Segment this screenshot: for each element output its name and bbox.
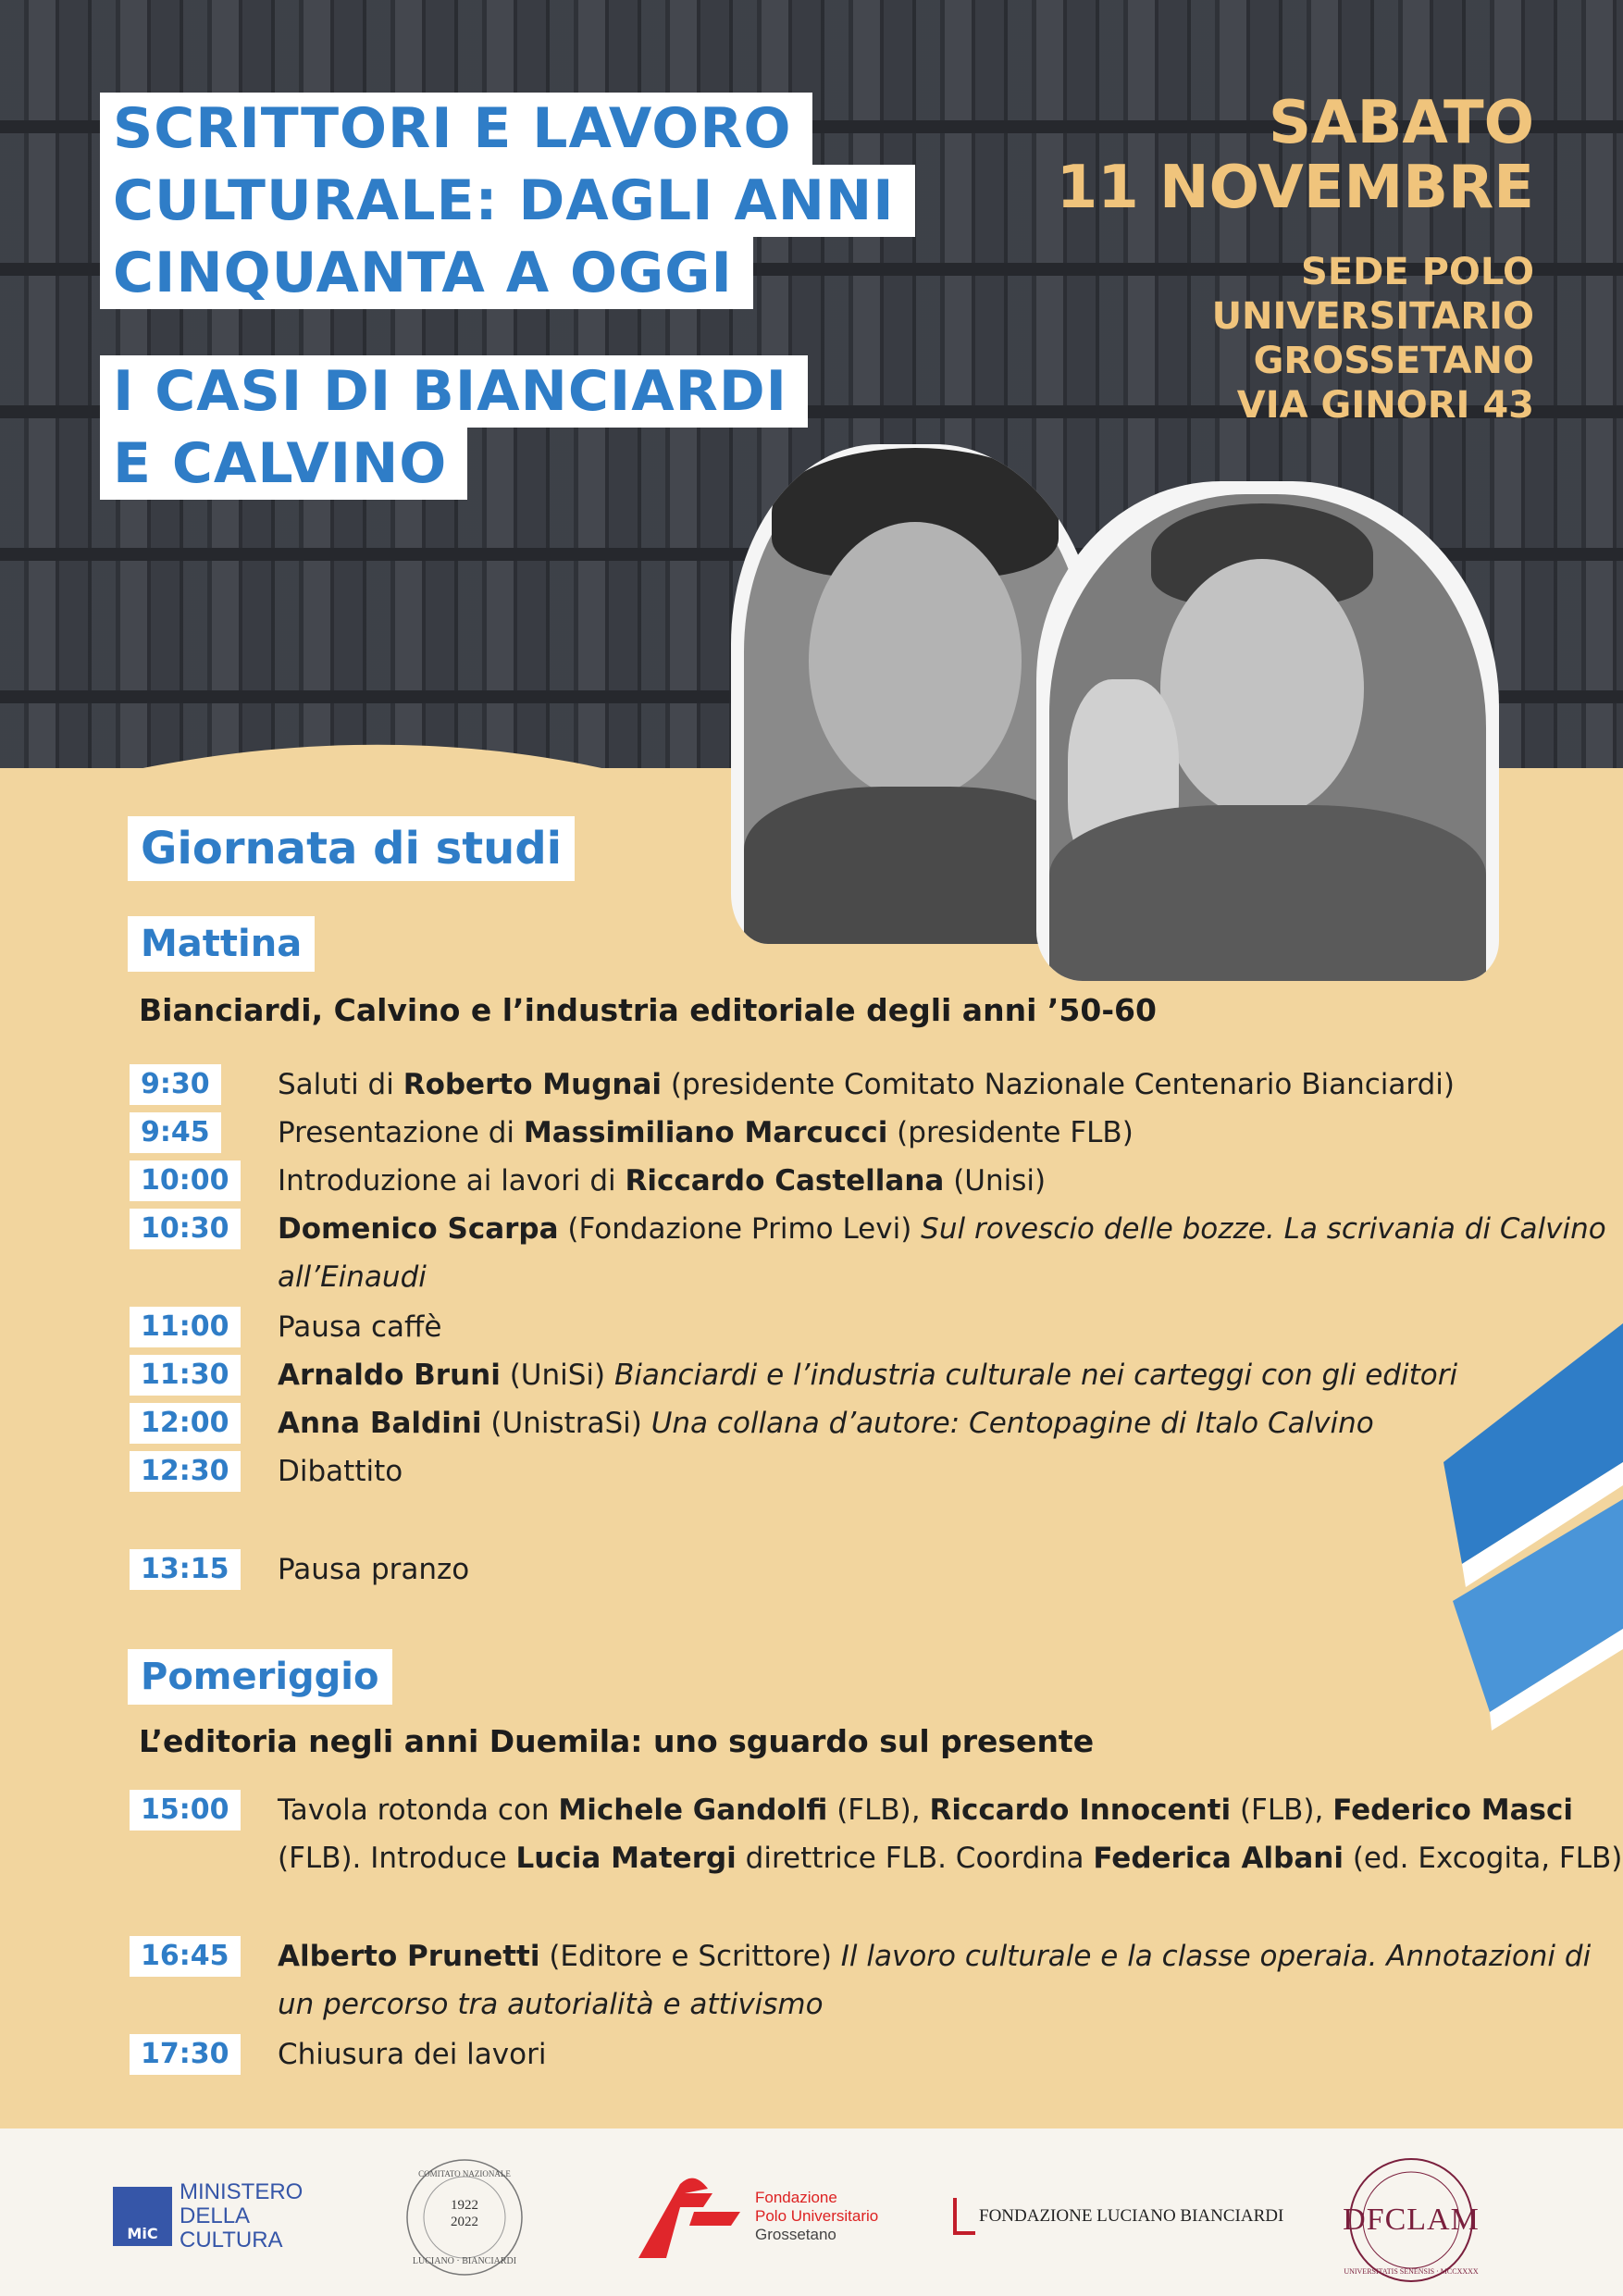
schedule-time: 12:30 <box>130 1451 241 1492</box>
flb-logo <box>953 2166 1283 2267</box>
text-segment: Pausa caffè <box>278 1310 442 1344</box>
schedule-text <box>278 1447 1623 1496</box>
text-segment: (UniSi) <box>500 1359 614 1392</box>
text-segment: direttrice FLB. Coordina <box>736 1842 1094 1875</box>
text-segment: (ed. Excogita, FLB) <box>1343 1842 1623 1875</box>
subtitle-line-1: I CASI DI BIANCIARDI <box>100 355 808 428</box>
talk-title: Sul rovescio delle bozze. La scrivania di Calvino all’Einaudi <box>278 1212 1606 1294</box>
speaker-name: Federica Albani <box>1093 1842 1344 1875</box>
centenario-years: 1922 2022 <box>451 2198 478 2229</box>
venue-line-1: SEDE POLO <box>1301 251 1534 293</box>
polo-emblem <box>629 2170 750 2263</box>
talk-title: Il lavoro culturale e la classe operaia. Annotazioni di un percorso tra autorialità e attivismo <box>278 1940 1592 2021</box>
schedule-text <box>278 1545 1623 1594</box>
morning-subtitle: Bianciardi, Calvino e l’industria editoriale degli anni ’50-60 <box>139 992 1157 1028</box>
text-segment: Dibattito <box>278 1455 403 1488</box>
text-segment: (FLB), <box>827 1793 930 1827</box>
event-date: 11 NOVEMBRE <box>1056 154 1534 222</box>
mic-emblem: MiC <box>113 2187 172 2246</box>
flb-text: FONDAZIONE LUCIANO BIANCIARDI <box>979 2206 1284 2226</box>
afternoon-label: Pomeriggio <box>128 1649 392 1705</box>
polo-text-1: Fondazione <box>755 2189 837 2206</box>
schedule-time: 11:30 <box>130 1355 241 1396</box>
text-segment: (Unisi) <box>944 1164 1047 1198</box>
schedule-text <box>278 1061 1623 1109</box>
title-line-3: CINQUANTA A OGGI <box>100 237 753 309</box>
text-segment: (UnistraSi) <box>481 1407 651 1440</box>
morning-label: Mattina <box>128 916 315 972</box>
schedule-text <box>278 1399 1623 1447</box>
talk-title: Bianciardi e l’industria culturale nei carteggi con gli editori <box>614 1359 1458 1392</box>
speaker-name: Anna Baldini <box>278 1407 482 1440</box>
centenario-logo <box>400 2153 529 2282</box>
speaker-name: Massimiliano Marcucci <box>523 1116 888 1149</box>
schedule-text <box>278 1109 1623 1157</box>
speaker-name: Riccardo Castellana <box>625 1164 945 1198</box>
text-segment: Presentazione di <box>278 1116 524 1149</box>
event-day: SABATO <box>1268 89 1534 157</box>
schedule-time: 10:30 <box>130 1209 241 1249</box>
speaker-name: Domenico Scarpa <box>278 1212 559 1246</box>
speaker-name: Michele Gandolfi <box>558 1793 828 1827</box>
schedule-text <box>278 2030 1623 2079</box>
title-line-2: CULTURALE: DAGLI ANNI <box>100 165 915 237</box>
subtitle-line-2: E CALVINO <box>100 428 467 500</box>
centenario-text-top: COMITATO NAZIONALE <box>418 2169 511 2178</box>
afternoon-subtitle: L’editoria negli anni Duemila: uno sguardo sul presente <box>139 1723 1095 1759</box>
text-segment: Pausa pranzo <box>278 1553 470 1586</box>
flb-emblem <box>953 2198 975 2235</box>
program-heading: Giornata di studi <box>128 816 575 881</box>
text-segment: (Fondazione Primo Levi) <box>558 1212 922 1246</box>
speaker-name: Arnaldo Bruni <box>278 1359 501 1392</box>
mic-logo <box>113 2166 303 2267</box>
speaker-name: Roberto Mugnai <box>403 1068 663 1101</box>
centenario-text-bottom: LUCIANO · BIANCIARDI <box>412 2256 517 2266</box>
schedule-time: 11:00 <box>130 1307 241 1347</box>
schedule-time: 15:00 <box>130 1790 241 1831</box>
schedule-time: 13:15 <box>130 1549 241 1590</box>
schedule-text <box>278 1157 1623 1205</box>
text-segment: Introduzione ai lavori di <box>278 1164 626 1198</box>
schedule-time: 16:45 <box>130 1936 241 1977</box>
text-segment: (FLB), <box>1231 1793 1333 1827</box>
dfclam-text: DFCLAM <box>1343 2203 1480 2237</box>
venue-line-3: GROSSETANO <box>1253 340 1534 382</box>
text-segment: (Editore e Scrittore) <box>539 1940 841 1973</box>
text-segment: (presidente FLB) <box>887 1116 1134 1149</box>
event-venue <box>1053 250 1534 428</box>
schedule-time: 9:30 <box>130 1064 221 1105</box>
speaker-name: Riccardo Innocenti <box>929 1793 1232 1827</box>
title-line-1: SCRITTORI E LAVORO <box>100 93 812 165</box>
dfclam-logo <box>1342 2151 1481 2290</box>
calvino-portrait <box>1036 481 1499 981</box>
schedule-text <box>278 1303 1623 1351</box>
schedule-time: 9:45 <box>130 1112 221 1153</box>
speaker-name: Lucia Matergi <box>515 1842 737 1875</box>
text-segment: Chiusura dei lavori <box>278 2038 547 2071</box>
polo-text-3: Grossetano <box>755 2226 836 2243</box>
dfclam-ring-text: UNIVERSITATIS SENENSIS · MCCXXXX <box>1344 2267 1479 2276</box>
text-segment: Saluti di <box>278 1068 403 1101</box>
schedule-time: 10:00 <box>130 1160 241 1201</box>
schedule-text <box>278 1786 1623 1882</box>
schedule-text <box>278 1351 1623 1399</box>
polo-logo <box>629 2166 878 2267</box>
text-segment: (FLB). Introduce <box>278 1842 516 1875</box>
schedule-time: 17:30 <box>130 2034 241 2075</box>
speaker-name: Federico Masci <box>1332 1793 1573 1827</box>
venue-line-4: VIA GINORI 43 <box>1236 384 1534 427</box>
schedule-time: 12:00 <box>130 1403 241 1444</box>
venue-line-2: UNIVERSITARIO <box>1211 295 1534 338</box>
schedule-text <box>278 1205 1623 1301</box>
polo-text-2: Polo Universitario <box>755 2207 879 2225</box>
text-segment: Tavola rotonda con <box>278 1793 559 1827</box>
mic-text-3: CULTURA <box>180 2228 283 2253</box>
speaker-name: Alberto Prunetti <box>278 1940 540 1973</box>
talk-title: Una collana d’autore: Centopagine di Italo Calvino <box>650 1407 1374 1440</box>
mic-text-2: DELLA <box>180 2203 251 2228</box>
schedule-text <box>278 1932 1623 2029</box>
mic-text-1: MINISTERO <box>180 2179 304 2204</box>
text-segment: (presidente Comitato Nazionale Centenario Bianciardi) <box>662 1068 1455 1101</box>
